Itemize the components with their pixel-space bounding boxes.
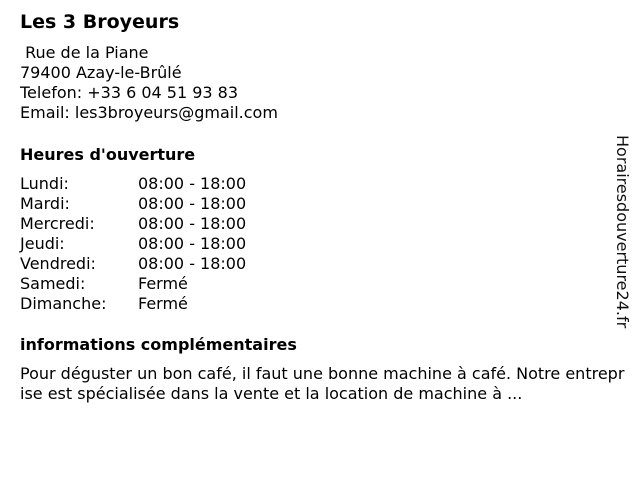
business-name: Les 3 Broyeurs <box>20 11 180 33</box>
site-watermark: Horairesdouverture24.fr <box>613 135 632 329</box>
email-address: Email: les3broyeurs@gmail.com <box>20 103 278 122</box>
hours-day: Dimanche: <box>20 294 107 313</box>
hours-row-sunday <box>20 294 246 314</box>
hours-time: 08:00 - 18:00 <box>138 194 247 213</box>
hours-heading: Heures d'ouverture <box>20 145 196 164</box>
city-address: 79400 Azay-le-Brûlé <box>20 63 182 82</box>
contact-block <box>20 43 278 123</box>
hours-row-wednesday <box>20 214 246 234</box>
hours-list <box>20 174 246 314</box>
hours-row-tuesday <box>20 194 246 214</box>
hours-time: 08:00 - 18:00 <box>138 214 247 233</box>
hours-day: Mardi: <box>20 194 70 213</box>
phone-number: Telefon: +33 6 04 51 93 83 <box>20 83 239 102</box>
info-heading: informations complémentaires <box>20 335 297 354</box>
hours-day: Mercredi: <box>20 214 95 233</box>
hours-row-thursday <box>20 234 246 254</box>
hours-row-monday <box>20 174 246 194</box>
street-address: Rue de la Piane <box>20 43 149 62</box>
hours-time: Fermé <box>138 274 188 293</box>
hours-time: 08:00 - 18:00 <box>138 254 247 273</box>
hours-day: Lundi: <box>20 174 69 193</box>
hours-row-friday <box>20 254 246 274</box>
hours-day: Samedi: <box>20 274 86 293</box>
hours-row-saturday <box>20 274 246 294</box>
info-description: Pour déguster un bon café, il faut une bonne machine à café. Notre entreprise est spécialisée dans la vente et la location de machine à ... <box>20 364 625 403</box>
hours-time: 08:00 - 18:00 <box>138 234 247 253</box>
hours-time: Fermé <box>138 294 188 313</box>
hours-time: 08:00 - 18:00 <box>138 174 247 193</box>
hours-day: Jeudi: <box>20 234 65 253</box>
hours-day: Vendredi: <box>20 254 96 273</box>
